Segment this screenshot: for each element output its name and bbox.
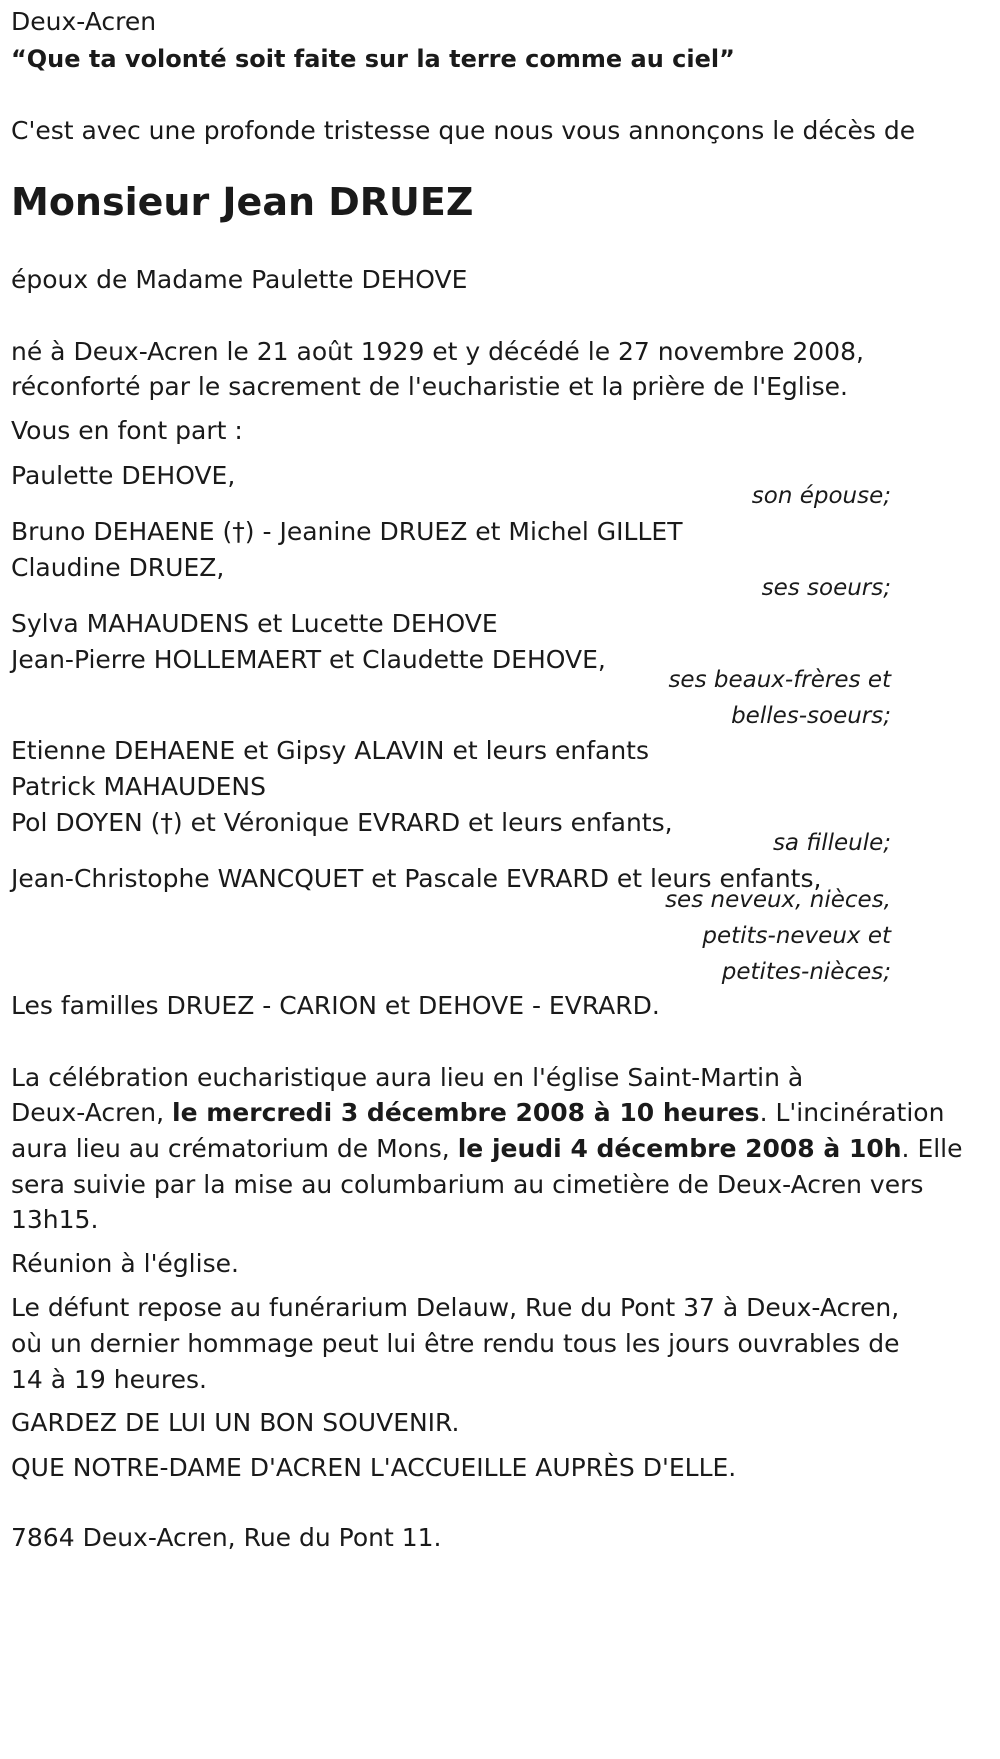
- deceased-name: Monsieur Jean DRUEZ: [11, 180, 474, 224]
- ceremony-line: 13h15.: [11, 1205, 99, 1234]
- address-line: 7864 Deux-Acren, Rue du Pont 11.: [11, 1523, 442, 1552]
- family-role: son épouse;: [751, 483, 891, 509]
- scripture-quote: “Que ta volonté soit faite sur la terre comme au ciel”: [11, 45, 735, 73]
- family-role: ses beaux-frères et: [668, 667, 891, 693]
- ceremony-line: aura lieu au crématorium de Mons, le jeudi 4 décembre 2008 à 10h. Elle: [11, 1134, 963, 1163]
- ceremony-line: Deux-Acren, le mercredi 3 décembre 2008 à 10 heures. L'incinération: [11, 1098, 945, 1127]
- rest-line: où un dernier hommage peut lui être rendu tous les jours ouvrables de: [11, 1329, 900, 1358]
- family-line: Bruno DEHAENE (†) - Jeanine DRUEZ et Michel GILLET: [11, 517, 683, 546]
- closing-line: QUE NOTRE-DAME D'ACREN L'ACCUEILLE AUPRÈS D'ELLE.: [11, 1453, 737, 1482]
- comfort-line: réconforté par le sacrement de l'eucharistie et la prière de l'Eglise.: [11, 372, 848, 401]
- rest-line: 14 à 19 heures.: [11, 1365, 207, 1394]
- meeting-line: Réunion à l'église.: [11, 1249, 239, 1278]
- family-role: ses neveux, nièces,: [665, 887, 891, 913]
- intro-text: C'est avec une profonde tristesse que nous vous annonçons le décès de: [11, 116, 916, 145]
- family-role: ses soeurs;: [761, 575, 891, 601]
- families-line: Les familles DRUEZ - CARION et DEHOVE - EVRARD.: [11, 991, 660, 1020]
- ceremony-line: sera suivie par la mise au columbarium au cimetière de Deux-Acren vers: [11, 1170, 924, 1199]
- family-line: Etienne DEHAENE et Gipsy ALAVIN et leurs enfants: [11, 736, 650, 765]
- family-role: petites-nièces;: [721, 959, 891, 985]
- family-line: Patrick MAHAUDENS: [11, 772, 266, 801]
- ceremony-date: le mercredi 3 décembre 2008 à 10 heures: [172, 1098, 760, 1127]
- family-role: petits-neveux et: [702, 923, 891, 949]
- location-header: Deux-Acren: [11, 7, 157, 36]
- death-notice: [11, 0, 963, 1759]
- birth-death-line: né à Deux-Acren le 21 août 1929 et y décédé le 27 novembre 2008,: [11, 337, 864, 366]
- family-line: Jean-Pierre HOLLEMAERT et Claudette DEHOVE,: [11, 645, 606, 674]
- family-role: sa filleule;: [772, 830, 891, 856]
- rest-line: Le défunt repose au funérarium Delauw, Rue du Pont 37 à Deux-Acren,: [11, 1293, 900, 1322]
- family-line: Jean-Christophe WANCQUET et Pascale EVRARD et leurs enfants,: [11, 864, 822, 893]
- family-line: Claudine DRUEZ,: [11, 553, 225, 582]
- family-role: belles-soeurs;: [731, 703, 891, 729]
- closing-line: GARDEZ DE LUI UN BON SOUVENIR.: [11, 1408, 460, 1437]
- announce-label: Vous en font part :: [11, 416, 243, 445]
- cremation-date: le jeudi 4 décembre 2008 à 10h: [457, 1134, 902, 1163]
- family-line: Sylva MAHAUDENS et Lucette DEHOVE: [11, 609, 498, 638]
- family-line: Paulette DEHOVE,: [11, 461, 236, 490]
- family-line: Pol DOYEN (†) et Véronique EVRARD et leurs enfants,: [11, 808, 673, 837]
- ceremony-line: La célébration eucharistique aura lieu en l'église Saint-Martin à: [11, 1063, 804, 1092]
- spouse-line: époux de Madame Paulette DEHOVE: [11, 265, 468, 294]
